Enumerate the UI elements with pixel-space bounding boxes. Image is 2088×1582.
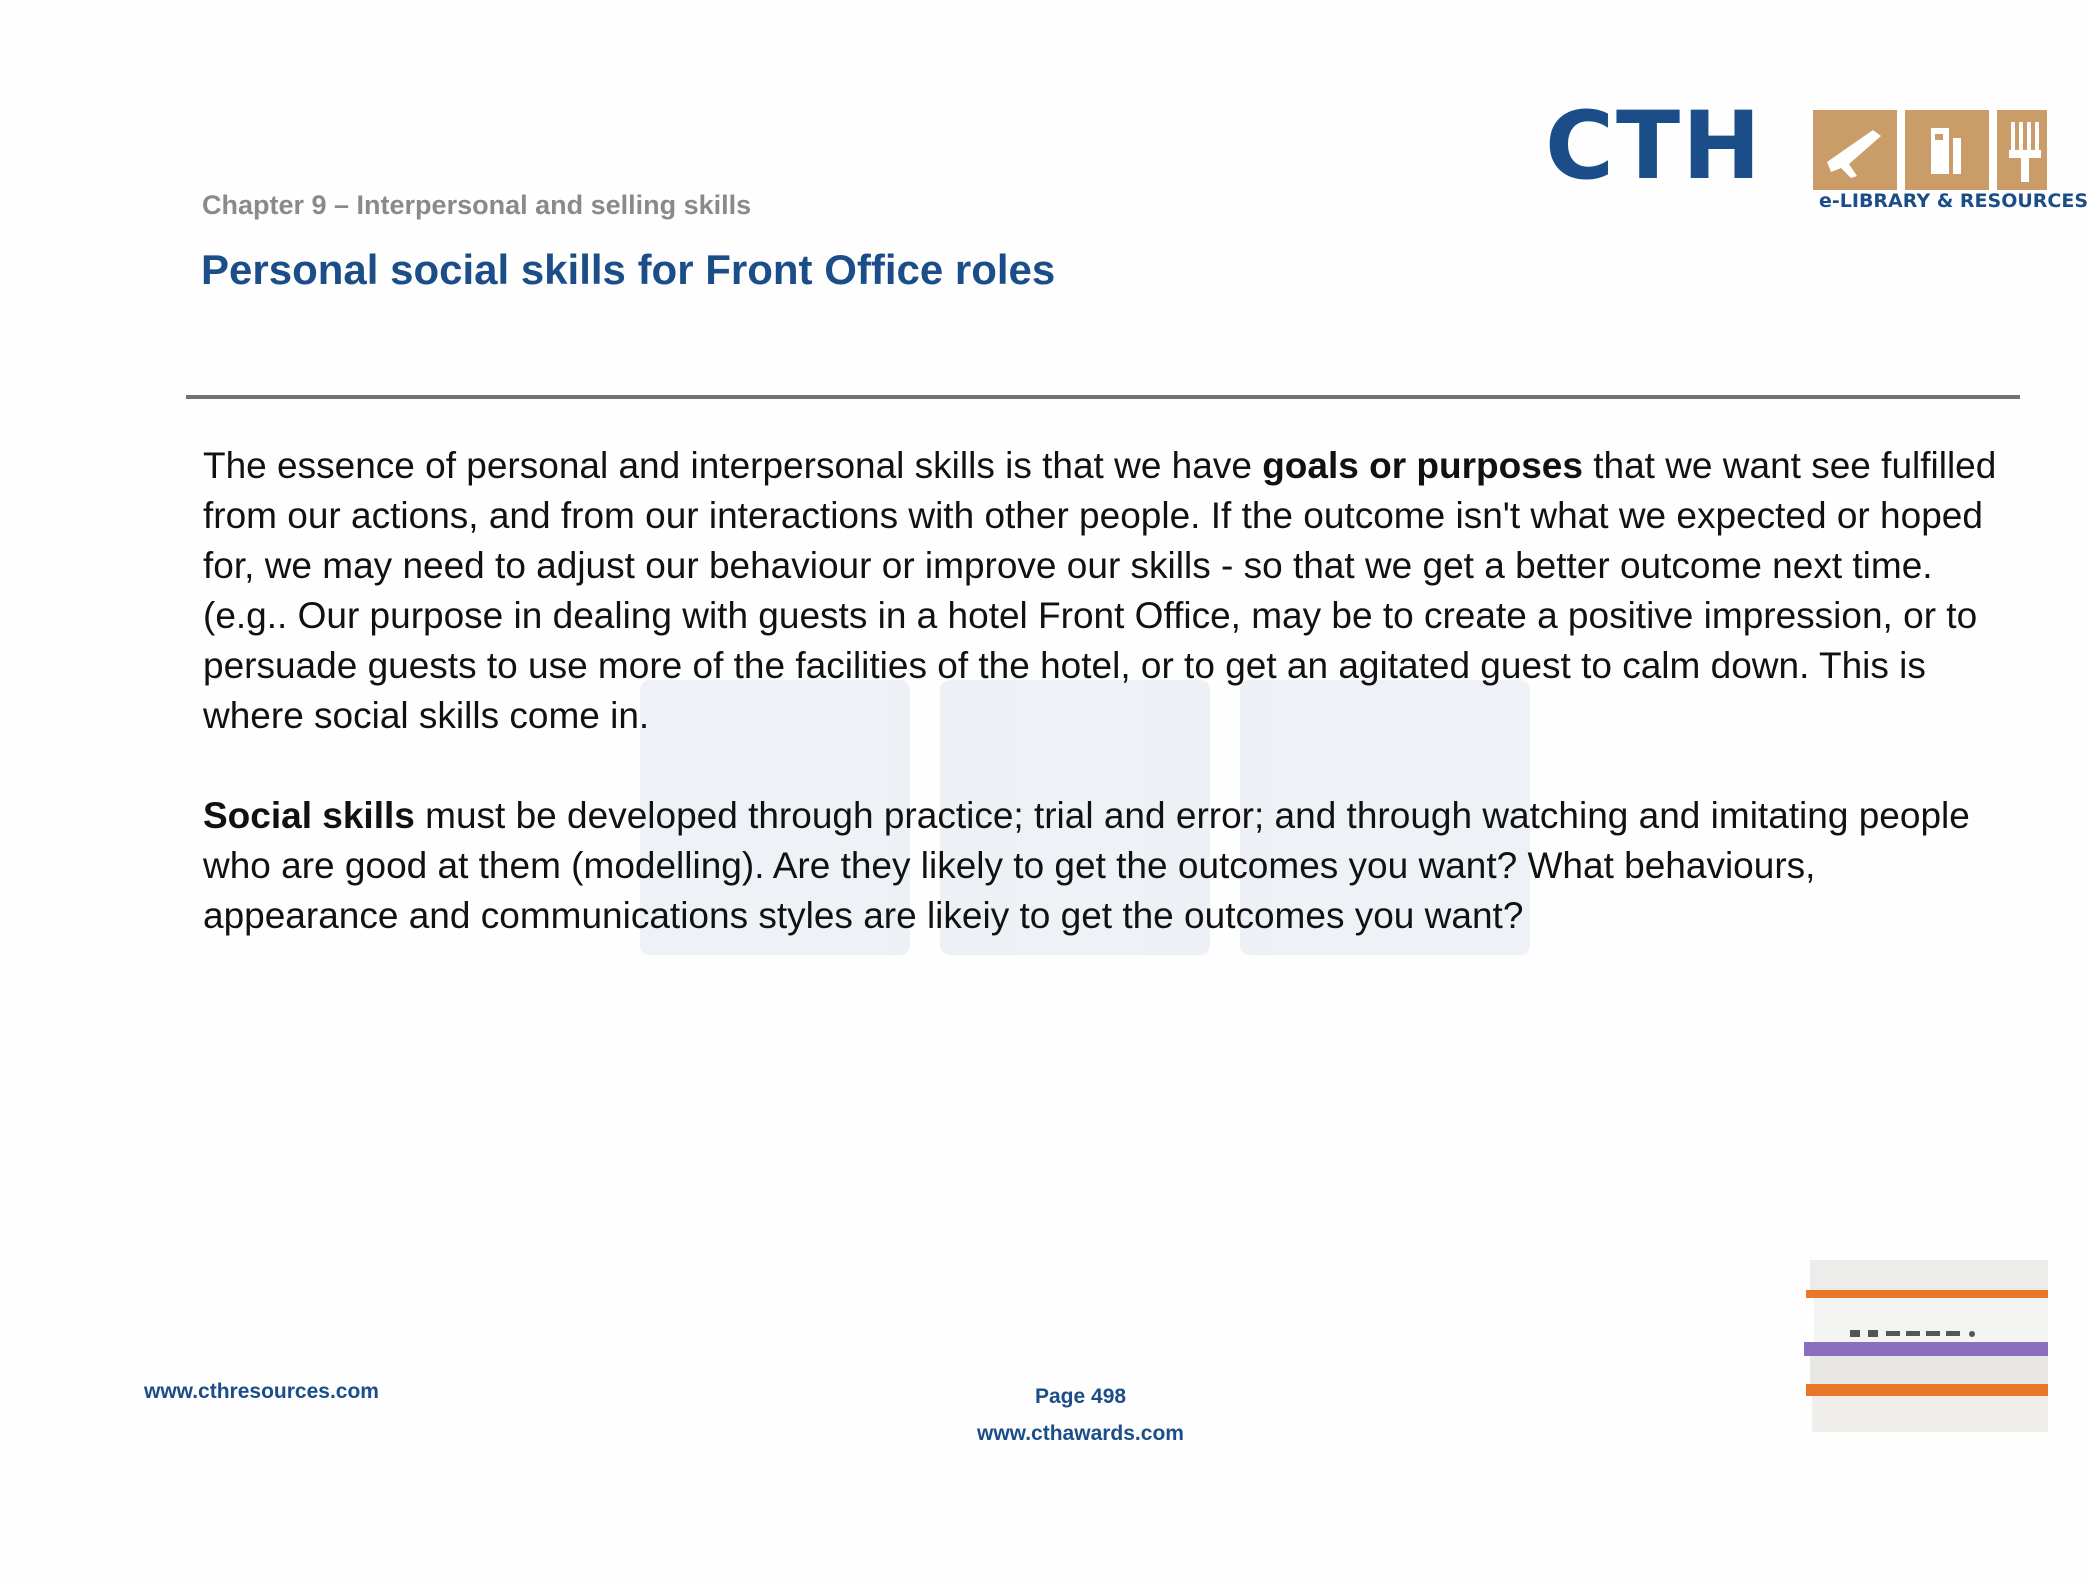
book-stack-icon <box>1800 1260 2048 1432</box>
paragraph-essence <box>203 441 2003 741</box>
logo-subtitle: e-LIBRARY & RESOURCES <box>1819 190 2088 212</box>
cth-logo <box>1545 92 2088 220</box>
page-number: Page 498 <box>1035 1385 1127 1408</box>
bold-phrase-goals: goals or purposes <box>1262 445 1583 486</box>
header-divider <box>186 395 2020 399</box>
paragraph-text: The essence of personal and interpersonal skills is that we have <box>203 445 1263 486</box>
bold-phrase-social-skills: Social skills <box>203 795 415 836</box>
page-title: Personal social skills for Front Office roles <box>201 246 1056 293</box>
hotel-icon <box>1905 110 1989 190</box>
fork-icon <box>1997 110 2047 190</box>
logo-wordmark: CTH <box>1545 92 1763 201</box>
airplane-icon <box>1813 110 1897 190</box>
body-text <box>203 441 2003 941</box>
paragraph-social-skills <box>203 791 2003 941</box>
chapter-heading: Chapter 9 – Interpersonal and selling skills <box>202 190 752 220</box>
paragraph-text: that we want see fulfilled from our actions, and from our interactions with other people. If the outcome isn't what we expected or hoped for, we may need to adjust our behaviour or improve our skills - so that we get a better outcome next time. (e.g.. Our purpose in dealing with guests in a hotel Front Office, may be to create a positive impression, or to persuade guests to use more of the facilities of the hotel, or to get an agitated guest to calm down. This is where social skills come in. <box>203 445 1997 736</box>
paragraph-text: must be developed through practice; trial and error; and through watching and imitating people who are good at them (modelling). Are they likely to get the outcomes you want? What behaviours, appearance and communications styles are likeiy to get the outcomes you want? <box>203 795 1970 936</box>
footer-awards-link[interactable]: www.cthawards.com <box>977 1422 1184 1445</box>
footer-resources-link[interactable]: www.cthresources.com <box>144 1380 379 1403</box>
